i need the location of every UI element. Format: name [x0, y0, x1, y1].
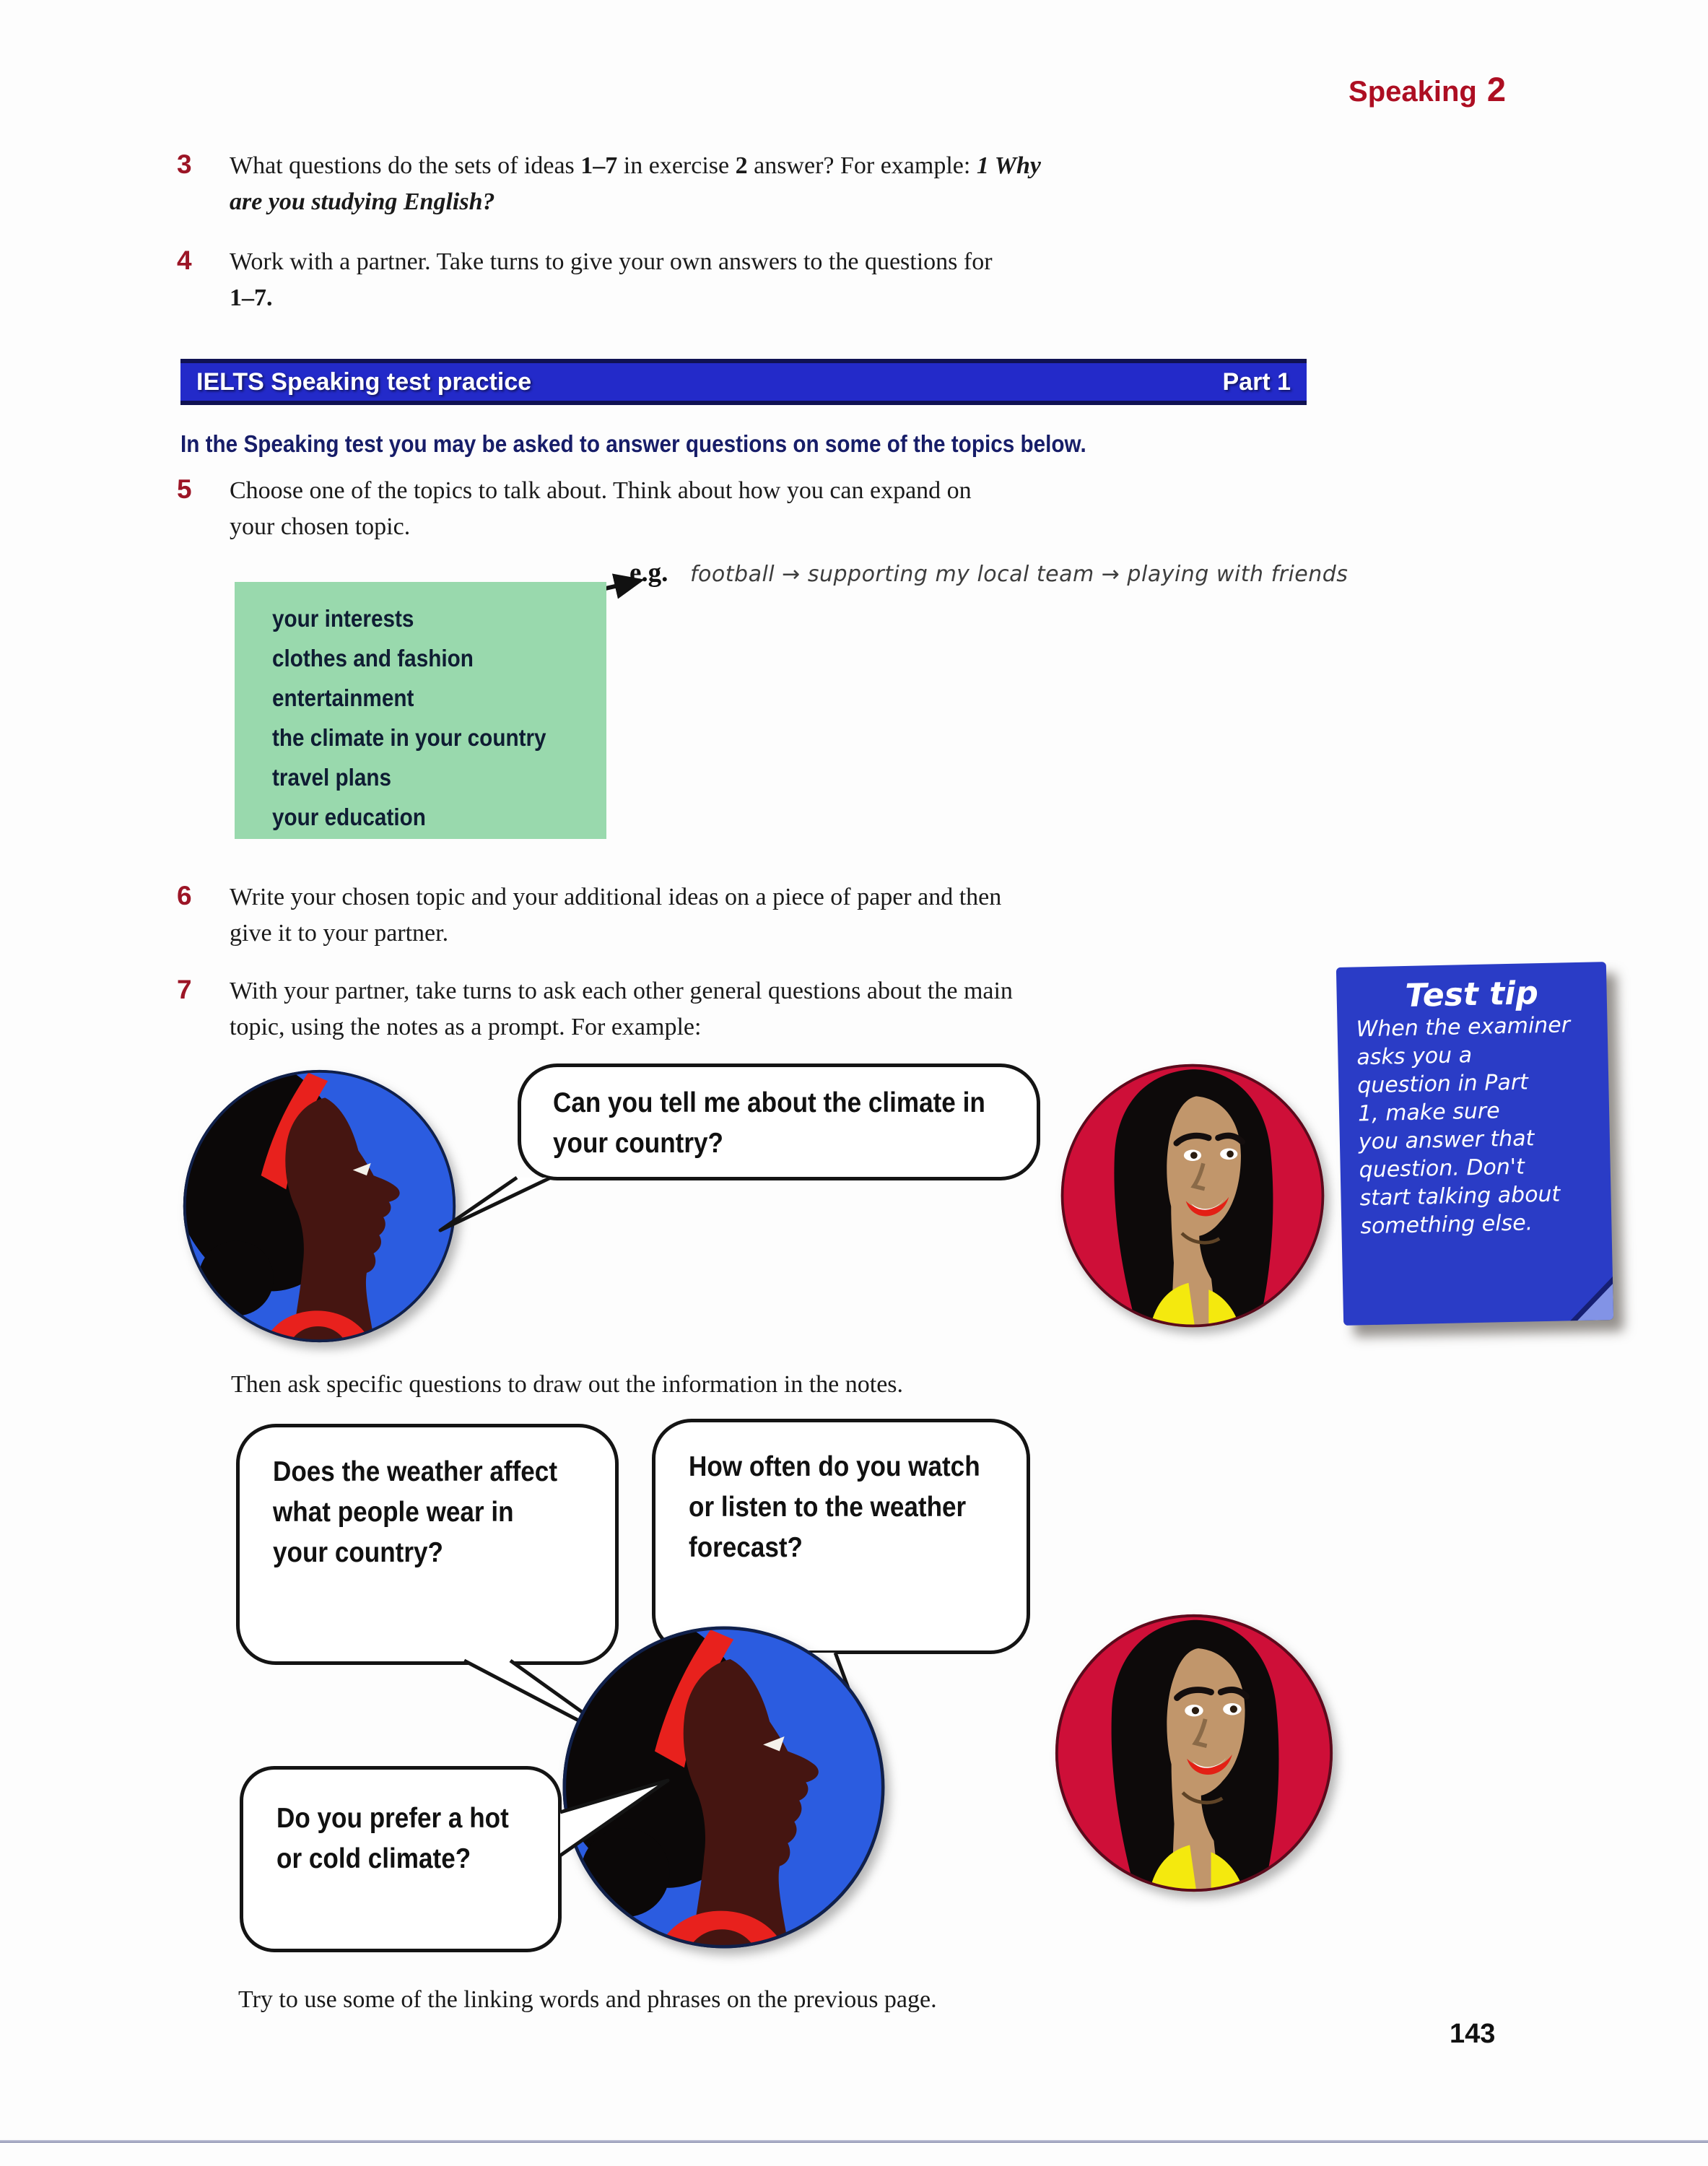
- speech-bubble-forecast: [652, 1419, 1030, 1654]
- ex3-seg4: 2: [735, 152, 748, 179]
- bubble2-line: your country?: [273, 1537, 443, 1568]
- student-b-avatar: [1053, 1612, 1336, 1895]
- handwritten-example: football → supporting my local team → playing with friends: [690, 562, 1348, 587]
- bubble1-tail: [432, 1175, 569, 1237]
- bubble1-line: Can you tell me about the climate in: [553, 1087, 985, 1118]
- test-tip-line: asks you a: [1356, 1043, 1473, 1071]
- exercise-4-text: [230, 244, 993, 316]
- page-header: [1333, 69, 1506, 109]
- topics-box: [235, 582, 606, 839]
- bubble3-line: forecast?: [689, 1532, 803, 1563]
- exercise-6-line1: Write your chosen topic and your additional ideas on a piece of paper and then: [230, 884, 1002, 910]
- test-tip-note: [1336, 962, 1613, 1326]
- exercise-5-text: [230, 473, 972, 545]
- header-section-label: Speaking: [1348, 76, 1477, 108]
- exercise-5-line1: Choose one of the topics to talk about. Think about how you can expand on: [230, 477, 972, 504]
- bubble4-line: Do you prefer a hot: [276, 1803, 509, 1834]
- bubble4-line: or cold climate?: [276, 1843, 471, 1874]
- exercise-5-number: 5: [177, 474, 192, 504]
- topic-item: travel plans: [272, 764, 392, 791]
- topic-item: your interests: [272, 605, 414, 632]
- student-a-avatar: [180, 1067, 458, 1345]
- exercise-6-number: 6: [177, 881, 192, 910]
- topic-item: your education: [272, 804, 426, 830]
- speech-bubble-hot-cold: [240, 1766, 562, 1952]
- bubble2-line: what people wear in: [273, 1497, 514, 1528]
- closing-advice-text: Try to use some of the linking words and phrases on the previous page.: [238, 1986, 937, 2013]
- test-tip-line: something else.: [1360, 1210, 1533, 1240]
- test-tip-line: question. Don't: [1359, 1154, 1525, 1183]
- exercise-7-text: [230, 973, 1013, 1045]
- exercise-6-line2: give it to your partner.: [230, 920, 449, 947]
- exercise-4-line1: Work with a partner. Take turns to give your own answers to the questions for: [230, 248, 993, 275]
- exercise-4-line2: 1–7.: [230, 284, 273, 311]
- page-number: 143: [1450, 2019, 1496, 2049]
- exercise-7-number: 7: [177, 975, 192, 1004]
- speech-bubble-climate: [518, 1064, 1040, 1180]
- bubble3-line: How often do you watch: [689, 1451, 980, 1482]
- exercise-3-line2: are you studying English?: [230, 188, 495, 215]
- note-curl-icon: [1575, 1282, 1613, 1322]
- test-tip-line: start talking about: [1359, 1181, 1561, 1212]
- exercise-5-line2: your chosen topic.: [230, 513, 411, 540]
- exercise-3-number: 3: [177, 149, 192, 179]
- banner-part-label: Part 1: [1222, 367, 1291, 396]
- test-tip-line: question in Part: [1356, 1069, 1529, 1099]
- exercise-3-line1: [230, 148, 1041, 184]
- speaking-test-intro: [180, 430, 1187, 458]
- example-label: e.g.: [629, 558, 668, 588]
- test-tip-title: Test tip: [1404, 975, 1539, 1014]
- exercise-7-line2: topic, using the notes as a prompt. For example:: [230, 1014, 702, 1040]
- bubble1-line: your country?: [553, 1128, 723, 1159]
- ex3-seg6: 1 Why: [976, 152, 1041, 179]
- topic-item: entertainment: [272, 684, 414, 711]
- test-tip-line: you answer that: [1358, 1126, 1535, 1155]
- header-unit-number: 2: [1486, 70, 1506, 108]
- bubble4-tail: [556, 1770, 675, 1868]
- exercise-4-number: 4: [177, 245, 192, 275]
- topic-item: clothes and fashion: [272, 645, 474, 671]
- bubble2-line: Does the weather affect: [273, 1456, 558, 1487]
- then-ask-text: Then ask specific questions to draw out the information in the notes.: [231, 1371, 904, 1398]
- ex3-seg1: What questions do the sets of ideas: [230, 152, 581, 179]
- test-tip-line: When the examiner: [1356, 1012, 1571, 1043]
- ex3-seg2: 1–7: [580, 152, 618, 179]
- banner-title: IELTS Speaking test practice: [196, 367, 532, 396]
- topic-item: the climate in your country: [272, 724, 546, 751]
- exercise-7-line1: With your partner, take turns to ask each other general questions about the main: [230, 978, 1013, 1004]
- bottom-divider: [0, 2140, 1708, 2143]
- ex3-seg3: in exercise: [617, 152, 736, 179]
- ielts-practice-banner: [180, 359, 1307, 405]
- exercise-3-text: [230, 148, 1041, 220]
- test-tip-line: 1, make sure: [1357, 1098, 1501, 1127]
- ex3-seg5: answer? For example:: [747, 152, 977, 179]
- bubble3-line: or listen to the weather: [689, 1492, 967, 1523]
- intro-text: In the Speaking test you may be asked to answer questions on some of the topics below.: [180, 430, 1086, 457]
- student-b-avatar: [1058, 1061, 1327, 1330]
- exercise-6-text: [230, 879, 1001, 952]
